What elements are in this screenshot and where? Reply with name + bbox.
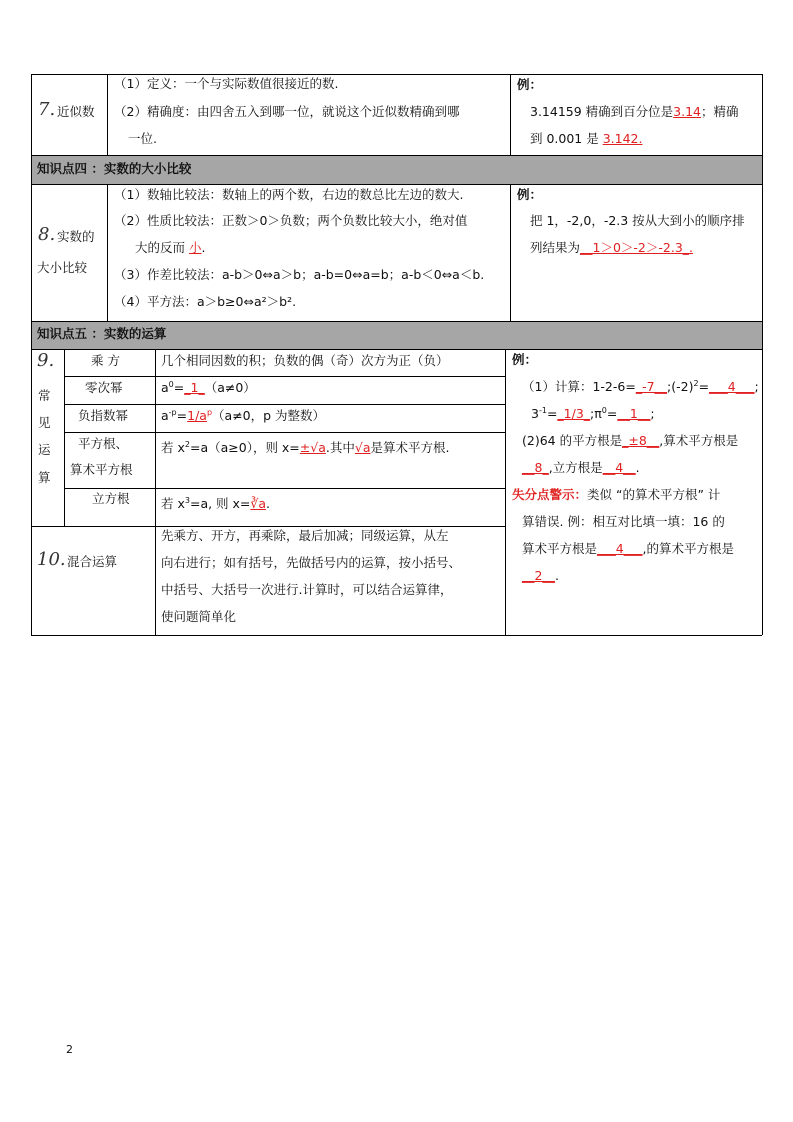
- row9-warning-a: 失分点警示：类似 “的算术平方根” 计: [512, 487, 721, 502]
- row10-number: 10.: [37, 549, 66, 570]
- table-border: [510, 74, 511, 155]
- row9-label-char: 常: [38, 388, 51, 403]
- table-border: [64, 349, 65, 526]
- row7-def2b: 一位.: [128, 131, 157, 146]
- row8-label-1: 实数的: [57, 229, 95, 244]
- row9-warning-c: 算术平方根是___4___,的算术平方根是: [522, 541, 734, 556]
- row10-line-2: 向右进行；如有括号，先做括号内的运算，按小括号、: [161, 555, 462, 570]
- row8-example-b: 列结果为__1＞0＞-2＞-2.3_.: [530, 240, 693, 255]
- table-border: [64, 488, 505, 489]
- row9-label-char: 见: [38, 415, 51, 430]
- row10-line-4: 使问题简单化: [161, 609, 237, 624]
- row9-example-2: $3^{-1}=\_1/3\_;\pi^0=\_\_1\_\_$;: [531, 405, 655, 421]
- op-content-zero-power: $a^0=\_1\_(a\ne 0)$: [161, 379, 256, 395]
- table-border: [505, 349, 506, 635]
- table-border: [64, 404, 505, 405]
- op-content-negative-exponent: $a^{-p}=1/a^p(a\ne 0$，p 为整数）: [161, 407, 326, 423]
- row9-label-char: 算: [38, 470, 51, 485]
- op-content-cube-root: 若 $x^3=a$, 则 x=∛a.: [161, 495, 271, 511]
- table-border: [31, 349, 762, 350]
- row8-method-2b: 大的反而 小.: [135, 240, 206, 255]
- table-border: [107, 184, 108, 321]
- row7-def2a: （2）精确度：由四舍五入到哪一位，就说这个近似数精确到哪: [114, 104, 460, 119]
- table-border: [31, 321, 762, 322]
- row8-example-a: 把 1，-2,0，-2.3 按从大到小的顺序排: [530, 213, 745, 228]
- row7-example-a: 3.14159 精确到百分位是3.14；精确: [530, 104, 739, 119]
- op-name-square-root-2: 算术平方根: [70, 462, 133, 477]
- row8-number: 8.: [38, 224, 56, 245]
- row8-method-4: （4）平方法：a＞b≥0⇔a²＞b².: [114, 294, 297, 309]
- op-content-square-root: 若 $x^2=a(a\ge 0)$，则 x=±√a.其中√a是算术平方根.: [161, 439, 450, 455]
- table-border: [64, 432, 505, 433]
- row7-example-b: 到 0.001 是 3.142.: [530, 131, 643, 146]
- row10-label: 混合运算: [67, 554, 118, 569]
- row9-example-1: （1）计算：$1-2-6=\_-7\_\_;(-2)^2=\_\_\_4\_\_\_$;: [522, 378, 759, 394]
- section-4-title: 知识点四 ：实数的大小比较: [37, 161, 192, 176]
- op-name-negative-exponent: 负指数幂: [78, 408, 129, 423]
- row8-label-2: 大小比较: [37, 260, 88, 275]
- row8-method-2a: （2）性质比较法：正数＞0＞负数；两个负数比较大小，绝对值: [114, 213, 468, 228]
- op-name-square-root-1: 平方根、: [78, 436, 129, 451]
- row10-line-1: 先乘方、开方，再乘除，最后加减；同级运算，从左: [161, 528, 449, 543]
- row7-number: 7.: [38, 99, 56, 120]
- table-border: [155, 349, 156, 635]
- row9-warning-d: __2__.: [522, 568, 559, 583]
- row9-number: 9.: [37, 350, 55, 371]
- row9-example-title: 例：: [512, 352, 538, 367]
- table-border: [762, 74, 763, 635]
- row10-line-3: 中括号、大括号一次进行.计算时，可以结合运算律，: [161, 582, 453, 597]
- table-border: [31, 635, 762, 636]
- row8-method-1: （1）数轴比较法：数轴上的两个数，右边的数总比左边的数大.: [114, 187, 464, 202]
- op-content-power: 几个相同因数的积；负数的偶（奇）次方为正（负）: [161, 353, 449, 368]
- row7-label: 近似数: [57, 104, 95, 119]
- table-border: [510, 184, 511, 321]
- row9-label-char: 运: [38, 442, 51, 457]
- row9-example-4: __8_,立方根是__4__.: [522, 460, 640, 475]
- row9-example-3: (2)64 的平方根是_±8__,算术平方根是: [522, 433, 739, 448]
- section-5-title: 知识点五 ：实数的运算: [37, 326, 167, 341]
- page-number: 2: [66, 1043, 73, 1056]
- row7-example-title: 例：: [517, 77, 543, 92]
- row8-method-3: （3）作差比较法：a-b＞0⇔a＞b；a-b=0⇔a=b；a-b＜0⇔a＜b.: [114, 267, 485, 282]
- op-name-zero-power: 零次幂: [85, 380, 123, 395]
- table-border: [31, 155, 762, 156]
- table-border: [107, 74, 108, 155]
- op-name-cube-root: 立方根: [92, 491, 130, 506]
- table-border: [64, 376, 505, 377]
- op-name-power: 乘 方: [91, 353, 120, 368]
- row7-def1: （1）定义：一个与实际数值很接近的数.: [114, 76, 339, 91]
- row9-warning-b: 算错误. 例：相互对比填一填：16 的: [522, 514, 725, 529]
- table-border: [31, 184, 762, 185]
- table-border: [31, 74, 32, 635]
- row8-example-title: 例：: [517, 187, 543, 202]
